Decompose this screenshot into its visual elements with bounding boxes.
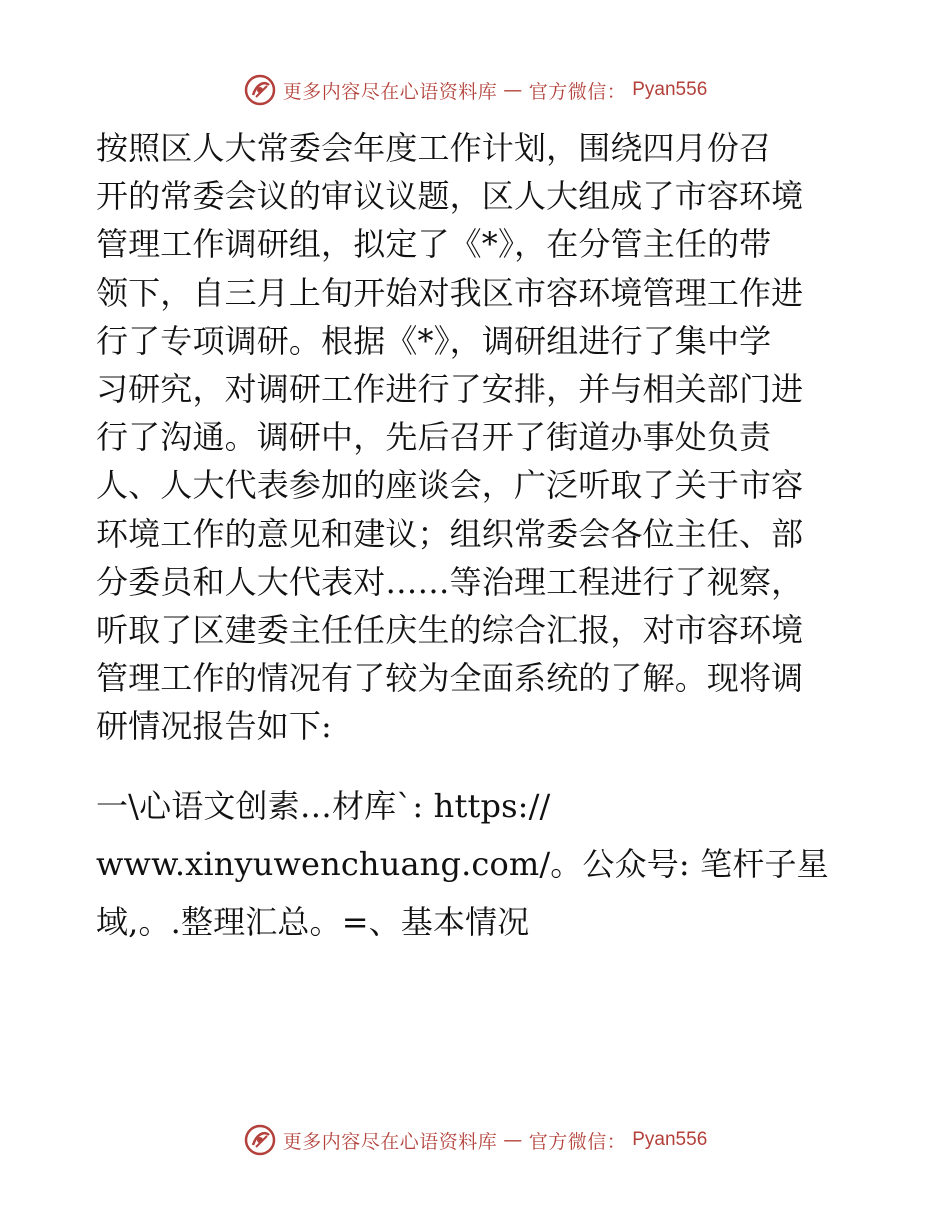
footer-banner-official: 官方微信： [528,1130,627,1153]
paragraph-line: 习研究，对调研工作进行了安排，并与相关部门进 [96,369,804,408]
header-banner-official: 官方微信： [528,80,627,103]
brand-logo-icon [243,1123,277,1157]
paragraph-line: 人、人大代表参加的座谈会，广泛听取了关于市容 [96,466,804,505]
header-watermark-banner [0,70,950,110]
brand-logo-icon [243,73,277,107]
paragraph-line: 管理工作调研组，拟定了《*》，在分管主任的带 [96,225,772,264]
paragraph-line: 分委员和人大代表对……等治理工程进行了视察， [96,562,804,601]
header-banner-dash: — [503,79,523,101]
paragraph-line: 行了沟通。调研中，先后召开了街道办事处负责 [96,418,772,457]
footer-banner-dash: — [503,1129,523,1151]
paragraph-gap [96,750,856,782]
section-line: www.xinyuwenchuang.com/。公众号: 笔杆子星 [96,845,829,884]
document-body [96,124,856,956]
header-banner-id: Pyan556 [632,79,708,100]
footer-banner-id: Pyan556 [632,1129,708,1150]
section-line: 一\心语文创素…材库`: https:// [96,787,551,826]
header-banner-text: 更多内容尽在心语资料库 [282,80,498,103]
section-line: 域,。.整理汇总。=、基本情况 [96,903,530,942]
paragraph-line: 听取了区建委主任任庆生的综合汇报，对市容环境 [96,610,804,649]
paragraph-line: 环境工作的意见和建议；组织常委会各位主任、部 [96,514,804,553]
paragraph-line: 领下，自三月上旬开始对我区市容环境管理工作进 [96,273,804,312]
footer-banner-text: 更多内容尽在心语资料库 [282,1130,498,1153]
footer-watermark-banner [0,1120,950,1160]
paragraph-line: 研情况报告如下: [96,707,332,746]
paragraph-line: 开的常委会议的审议议题，区人大组成了市容环境 [96,177,804,216]
paragraph-line: 按照区人大常委会年度工作计划，围绕四月份召 [96,129,772,167]
paragraph-line: 管理工作的情况有了较为全面系统的了解。现将调 [96,659,804,698]
paragraph-line: 行了专项调研。根据《*》，调研组进行了集中学 [96,321,772,360]
